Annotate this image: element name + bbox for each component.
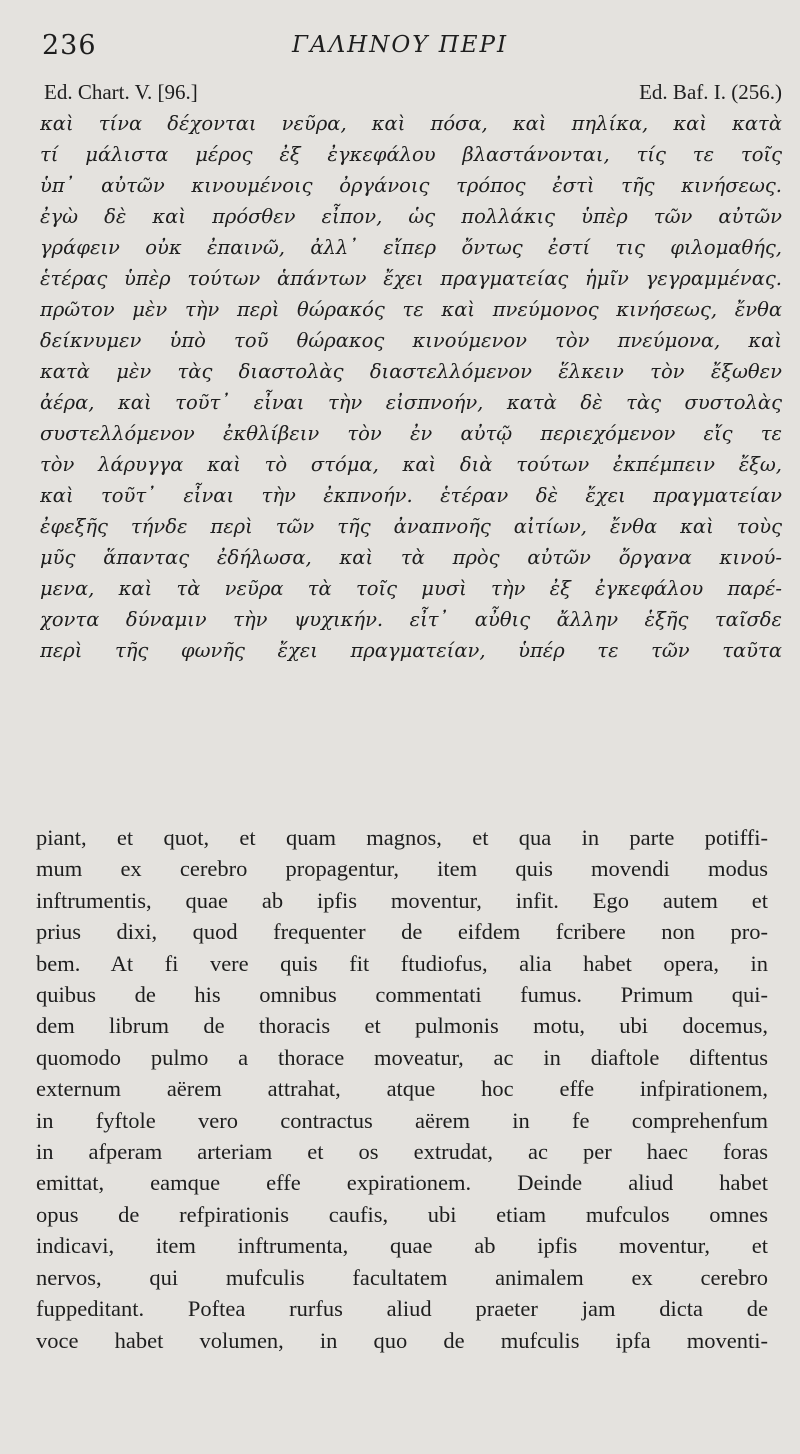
latin-text-line: dem librum de thoracis et pulmonis motu, ubi docemus, (36, 1013, 768, 1039)
greek-text-line: ἐφεξῆς τήνδε περὶ τῶν τῆς ἀναπνοῆς αἰτίων, ἔνθα καὶ τοὺς (40, 515, 782, 538)
running-title: ΓΑΛΗΝΟΥ ΠΕΡΙ (292, 32, 509, 58)
greek-text-line: δείκνυμεν ὑπὸ τοῦ θώρακος κινούμενον τὸν πνεύμονα, καὶ (40, 329, 782, 352)
latin-text-line: fuppeditant. Poftea rurfus aliud praeter jam dicta de (36, 1296, 768, 1322)
greek-text-line: κατὰ μὲν τὰς διαστολὰς διαστελλόμενον ἕλκειν τὸν ἔξωθεν (40, 360, 782, 383)
edition-references (44, 80, 782, 108)
latin-text-line: prius dixi, quod frequenter de eifdem fcribere non pro- (36, 919, 768, 945)
greek-text-line: τὸν λάρυγγα καὶ τὸ στόμα, καὶ διὰ τούτων ἐκπέμπειν ἔξω, (40, 453, 782, 476)
latin-text-line: quomodo pulmo a thorace moveatur, ac in diaftole diftentus (36, 1044, 768, 1070)
latin-text-block (36, 822, 768, 1356)
latin-text-line: quibus de his omnibus commentati fumus. Primum qui- (36, 982, 768, 1008)
latin-text-line: emittat, eamque effe expirationem. Deinde aliud habet (36, 1170, 768, 1196)
edition-reference-basel: Ed. Baf. I. (256.) (639, 80, 782, 104)
page-number: 236 (42, 30, 97, 61)
greek-text-line: συστελλόμενον ἐκθλίβειν τὸν ἐν αὐτῷ περιεχόμενον εἴς τε (40, 422, 782, 445)
greek-text-line: ὑπ᾽ αὐτῶν κινουμένοις ὀργάνοις τρόπος ἐστὶ τῆς κινήσεως. (40, 174, 782, 197)
greek-text-line: μῦς ἅπαντας ἐδήλωσα, καὶ τὰ πρὸς αὐτῶν ὄργανα κινού- (40, 546, 782, 569)
latin-text-line: bem. At fi vere quis fit ftudiofus, alia habet opera, in (36, 950, 768, 976)
latin-text-line: externum aërem attrahat, atque hoc effe infpirationem, (36, 1076, 768, 1102)
greek-text-line: πρῶτον μὲν τὴν περὶ θώρακός τε καὶ πνεύμονος κινήσεως, ἔνθα (40, 298, 782, 321)
latin-text-line: nervos, qui mufculis facultatem animalem ex cerebro (36, 1264, 768, 1290)
latin-text-line: voce habet volumen, in quo de mufculis ipfa moventi- (36, 1327, 768, 1353)
greek-text-line: καὶ τοῦτ᾽ εἶναι τὴν ἐκπνοήν. ἑτέραν δὲ ἔχει πραγματείαν (40, 484, 782, 507)
greek-text-line: ἑτέρας ὑπὲρ τούτων ἁπάντων ἔχει πραγματείας ἡμῖν γεγραμμένας. (40, 267, 782, 290)
latin-text-line: mum ex cerebro propagentur, item quis movendi modus (36, 856, 768, 882)
latin-text-line: in fyftole vero contractus aërem in fe comprehenfum (36, 1107, 768, 1133)
greek-text-line: περὶ τῆς φωνῆς ἔχει πραγματείαν, ὑπέρ τε τῶν ταῦτα (40, 639, 782, 662)
latin-text-line: opus de refpirationis caufis, ubi etiam mufculos omnes (36, 1201, 768, 1227)
greek-text-line: γράφειν οὐκ ἐπαινῶ, ἀλλ᾽ εἴπερ ὄντως ἐστί τις φιλομαθής, (40, 236, 782, 259)
greek-text-line: χοντα δύναμιν τὴν ψυχικήν. εἶτ᾽ αὖθις ἄλλην ἑξῆς ταῖσδε (40, 608, 782, 631)
latin-text-line: piant, et quot, et quam magnos, et qua in parte potiffi- (36, 825, 768, 850)
edition-reference-chartier: Ed. Chart. V. [96.] (44, 80, 198, 104)
latin-text-line: in afperam arteriam et os extrudat, ac per haec foras (36, 1139, 768, 1165)
greek-text-line: καὶ τίνα δέχονται νεῦρα, καὶ πόσα, καὶ πηλίκα, καὶ κατὰ (40, 112, 782, 135)
greek-text-line: ἀέρα, καὶ τοῦτ᾽ εἶναι τὴν εἰσπνοήν, κατὰ δὲ τὰς συστολὰς (40, 391, 782, 414)
latin-text-line: indicavi, item inftrumenta, quae ab ipfis moventur, et (36, 1233, 768, 1259)
greek-text-block (40, 108, 782, 666)
greek-text-line: μενα, καὶ τὰ νεῦρα τὰ τοῖς μυσὶ τὴν ἐξ ἐγκεφάλου παρέ- (40, 577, 782, 600)
latin-text-line: inftrumentis, quae ab ipfis moventur, infit. Ego autem et (36, 887, 768, 913)
page-header (42, 30, 772, 62)
greek-text-line: τί μάλιστα μέρος ἐξ ἐγκεφάλου βλαστάνονται, τίς τε τοῖς (40, 143, 782, 166)
greek-text-line: ἐγὼ δὲ καὶ πρόσθεν εἶπον, ὡς πολλάκις ὑπὲρ τῶν αὐτῶν (40, 205, 782, 228)
